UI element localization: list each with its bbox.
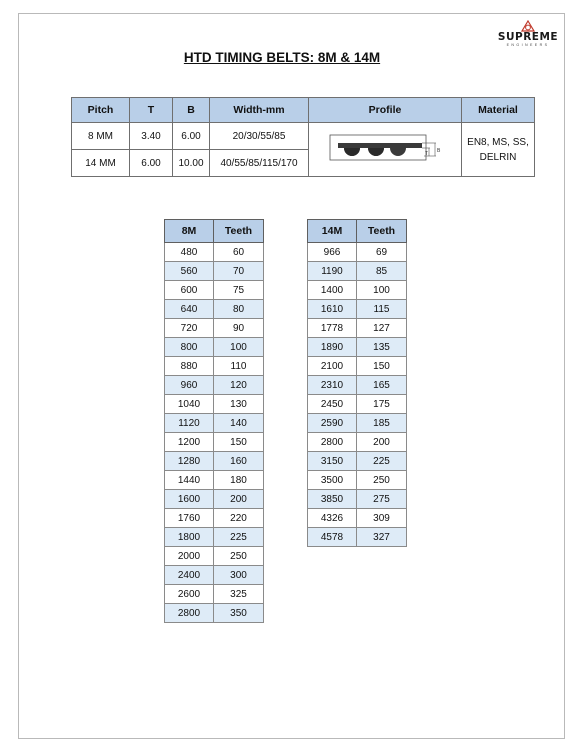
pitch-cell: 8 MM	[72, 123, 130, 150]
table-row	[165, 376, 264, 395]
header-14m: 14M	[308, 220, 357, 243]
spec-header-row	[72, 98, 535, 123]
teeth-cell: 80	[214, 300, 264, 319]
teeth-cell: 115	[357, 300, 407, 319]
teeth-cell: 69	[357, 243, 407, 262]
teeth-cell: 180	[214, 471, 264, 490]
teeth-cell: 309	[357, 509, 407, 528]
length-cell: 1600	[165, 490, 214, 509]
teeth-cell: 225	[214, 528, 264, 547]
teeth-cell: 100	[214, 338, 264, 357]
length-cell: 2400	[165, 566, 214, 585]
table-row	[165, 433, 264, 452]
length-cell: 1440	[165, 471, 214, 490]
teeth-cell: 175	[357, 395, 407, 414]
table-row	[165, 243, 264, 262]
length-cell: 4578	[308, 528, 357, 547]
header-pitch: Pitch	[72, 98, 130, 123]
table-row	[165, 490, 264, 509]
length-cell: 1760	[165, 509, 214, 528]
length-cell: 2800	[308, 433, 357, 452]
teeth-cell: 165	[357, 376, 407, 395]
length-cell: 2600	[165, 585, 214, 604]
length-cell: 2450	[308, 395, 357, 414]
teeth-cell: 250	[214, 547, 264, 566]
material-line-1: EN8, MS, SS,	[467, 136, 529, 148]
table-row	[165, 566, 264, 585]
length-cell: 966	[308, 243, 357, 262]
table-row	[165, 395, 264, 414]
t-cell: 6.00	[130, 150, 173, 177]
teeth-cell: 140	[214, 414, 264, 433]
teeth-cell: 100	[357, 281, 407, 300]
table-row	[308, 243, 407, 262]
length-cell: 2800	[165, 604, 214, 623]
header-teeth: Teeth	[357, 220, 407, 243]
table-row	[308, 471, 407, 490]
teeth-cell: 327	[357, 528, 407, 547]
length-cell: 2100	[308, 357, 357, 376]
table-8m	[164, 219, 264, 623]
teeth-cell: 160	[214, 452, 264, 471]
length-cell: 3500	[308, 471, 357, 490]
teeth-cell: 220	[214, 509, 264, 528]
header-width: Width-mm	[210, 98, 309, 123]
table-14m	[307, 219, 407, 547]
table-row	[308, 376, 407, 395]
table-row	[165, 547, 264, 566]
teeth-cell: 350	[214, 604, 264, 623]
teeth-cell: 60	[214, 243, 264, 262]
table-row	[165, 452, 264, 471]
table-8m-header	[165, 220, 264, 243]
logo-name: SUPREME	[497, 31, 559, 43]
length-cell: 4326	[308, 509, 357, 528]
teeth-cell: 225	[357, 452, 407, 471]
table-row	[308, 433, 407, 452]
length-cell: 1120	[165, 414, 214, 433]
table-row	[165, 262, 264, 281]
teeth-cell: 325	[214, 585, 264, 604]
table-row	[165, 281, 264, 300]
length-cell: 480	[165, 243, 214, 262]
length-cell: 1800	[165, 528, 214, 547]
length-cell: 600	[165, 281, 214, 300]
table-row	[308, 300, 407, 319]
teeth-cell: 250	[357, 471, 407, 490]
table-row	[308, 414, 407, 433]
table-row	[308, 262, 407, 281]
table-row	[165, 300, 264, 319]
table-row	[308, 395, 407, 414]
teeth-cell: 185	[357, 414, 407, 433]
pitch-cell: 14 MM	[72, 150, 130, 177]
teeth-cell: 200	[357, 433, 407, 452]
table-row	[165, 471, 264, 490]
length-cell: 960	[165, 376, 214, 395]
header-profile: Profile	[309, 98, 462, 123]
b-cell: 6.00	[173, 123, 210, 150]
table-row	[308, 281, 407, 300]
table-row	[165, 604, 264, 623]
header-material: Material	[462, 98, 535, 123]
belt-profile-icon	[326, 131, 444, 165]
length-cell: 2590	[308, 414, 357, 433]
header-t: T	[130, 98, 173, 123]
table-row	[308, 452, 407, 471]
table-row	[165, 414, 264, 433]
length-cell: 1610	[308, 300, 357, 319]
header-teeth: Teeth	[214, 220, 264, 243]
table-row	[165, 509, 264, 528]
width-cell: 20/30/55/85	[210, 123, 309, 150]
length-cell: 2310	[308, 376, 357, 395]
length-cell: 640	[165, 300, 214, 319]
length-cell: 1778	[308, 319, 357, 338]
header-b: B	[173, 98, 210, 123]
table-8m-body	[165, 243, 264, 623]
teeth-cell: 70	[214, 262, 264, 281]
table-row	[308, 319, 407, 338]
spec-row-8mm	[72, 123, 535, 150]
length-cell: 560	[165, 262, 214, 281]
teeth-cell: 85	[357, 262, 407, 281]
length-cell: 720	[165, 319, 214, 338]
b-cell: 10.00	[173, 150, 210, 177]
teeth-cell: 90	[214, 319, 264, 338]
length-cell: 880	[165, 357, 214, 376]
width-cell: 40/55/85/115/170	[210, 150, 309, 177]
table-14m-body	[308, 243, 407, 547]
logo-tagline: ENGINEERS	[506, 43, 550, 47]
table-row	[165, 585, 264, 604]
length-cell: 1890	[308, 338, 357, 357]
table-row	[165, 357, 264, 376]
teeth-cell: 150	[214, 433, 264, 452]
length-cell: 1200	[165, 433, 214, 452]
length-cell: 1400	[308, 281, 357, 300]
t-cell: 3.40	[130, 123, 173, 150]
teeth-cell: 75	[214, 281, 264, 300]
length-cell: 3850	[308, 490, 357, 509]
table-row	[165, 319, 264, 338]
teeth-cell: 200	[214, 490, 264, 509]
company-logo	[496, 20, 560, 48]
table-row	[308, 509, 407, 528]
page-title: HTD TIMING BELTS: 8M & 14M	[183, 50, 381, 65]
table-row	[308, 357, 407, 376]
profile-b-label: B	[437, 148, 441, 154]
teeth-cell: 300	[214, 566, 264, 585]
table-row	[165, 338, 264, 357]
table-row	[308, 528, 407, 547]
teeth-cell: 135	[357, 338, 407, 357]
teeth-cell: 110	[214, 357, 264, 376]
profile-t-label: T	[425, 151, 429, 157]
length-cell: 800	[165, 338, 214, 357]
table-row	[308, 338, 407, 357]
material-cell	[462, 123, 535, 177]
teeth-cell: 127	[357, 319, 407, 338]
table-row	[165, 528, 264, 547]
table-row	[308, 490, 407, 509]
table-14m-header	[308, 220, 407, 243]
teeth-cell: 150	[357, 357, 407, 376]
teeth-cell: 130	[214, 395, 264, 414]
length-cell: 1040	[165, 395, 214, 414]
spec-table	[71, 97, 535, 177]
header-8m: 8M	[165, 220, 214, 243]
teeth-cell: 275	[357, 490, 407, 509]
length-cell: 1190	[308, 262, 357, 281]
profile-cell	[309, 123, 462, 177]
material-line-2: DELRIN	[479, 151, 517, 163]
teeth-cell: 120	[214, 376, 264, 395]
length-cell: 2000	[165, 547, 214, 566]
length-cell: 1280	[165, 452, 214, 471]
length-cell: 3150	[308, 452, 357, 471]
